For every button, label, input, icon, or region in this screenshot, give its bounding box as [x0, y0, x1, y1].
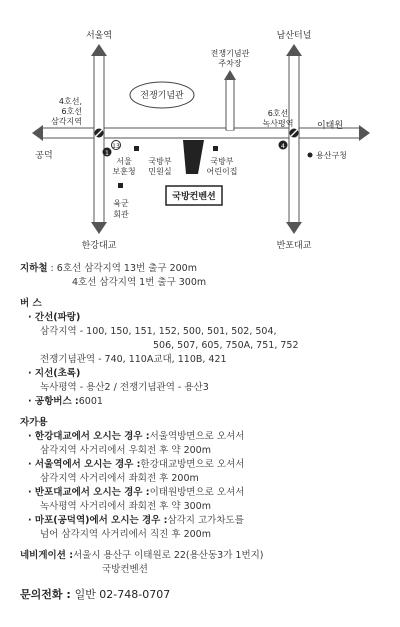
bus-heading: 버 스 [20, 298, 42, 309]
svg-text:국방부: 국방부 [148, 157, 172, 166]
car-route-4-b: 넘어 삼각지역 사거리에서 직진 후 200m [40, 529, 211, 540]
trunk-bus-heading: · 간선(파랑) [28, 312, 81, 323]
arrow-left-icon [32, 125, 43, 141]
trunk-bus-line-1: 삼각지역 - 100, 150, 151, 152, 500, 501, 502, 504, [40, 326, 277, 337]
navigation-address: 서울시 용산구 이태원로 22(용산동3가 1번지) [73, 550, 264, 561]
car-route-2-b: 삼각지역 사거리에서 좌회전 후 200m [40, 473, 199, 484]
label-mnd-civil [148, 156, 171, 176]
car-route-3-b: 녹사평역 사거리에서 좌회전 후 약 300m [40, 501, 211, 512]
mnd-daycare-marker [213, 146, 218, 151]
label-samgakji [51, 96, 82, 126]
arrow-up-left-icon [91, 44, 107, 56]
svg-text:전쟁기념관: 전쟁기념관 [210, 49, 250, 58]
phone-label: 문의전화 : [20, 588, 75, 601]
convention-label: 국방컨벤션 [172, 192, 216, 202]
yongsan-office-marker [308, 153, 313, 158]
label-banpo-bridge: 반포대교 [276, 241, 312, 250]
label-itaewon: 이태원 [316, 121, 344, 131]
car-route-4-a: 삼각지 고가차도를 [167, 515, 244, 526]
svg-text:6호선: 6호선 [267, 109, 289, 118]
arrow-up-right-icon [286, 44, 302, 56]
svg-text:어린이집: 어린이집 [206, 167, 238, 176]
contact-phone [20, 588, 390, 602]
arrow-right-icon [359, 125, 370, 141]
label-namsan-tunnel: 남산터널 [276, 31, 312, 41]
svg-text:보훈청: 보훈청 [112, 167, 136, 176]
mnd-civil-marker [134, 146, 139, 151]
car-route-1-a: 서울역방면으로 오셔서 [149, 431, 245, 442]
branch-bus-line-1: 녹사평역 - 용산2 / 전쟁기념관역 - 용산3 [40, 382, 209, 393]
svg-text:녹사평역: 녹사평역 [262, 119, 294, 128]
car-route-1-b: 삼각지역 사거리에서 우회전 후 약 200m [40, 445, 211, 456]
location-map [0, 0, 400, 250]
car-heading: 자가용 [20, 417, 48, 428]
arrow-down-left-icon [91, 222, 107, 234]
subway-line-2: 4호선 삼각지역 1번 출구 300m [72, 277, 207, 288]
exit-13-label: 13 [112, 143, 120, 150]
svg-text:회관: 회관 [113, 210, 129, 219]
convention-building-icon [183, 140, 204, 174]
label-seoul-station: 서울역 [85, 31, 113, 41]
road-memorial [226, 78, 234, 130]
road-horizontal [42, 128, 360, 138]
subway-heading: 지하철 [20, 263, 48, 274]
svg-text:주차장: 주차장 [218, 59, 242, 68]
car-route-2-head: · 서울역에서 오시는 경우 : [28, 459, 141, 470]
navigation-heading: 네비게이션 : [20, 550, 73, 561]
arrow-memorial-up-icon [224, 70, 236, 80]
svg-text:서울: 서울 [116, 157, 132, 166]
svg-text:6호선: 6호선 [61, 107, 82, 116]
label-seoul-botrain [112, 156, 135, 176]
car-route-3-a: 이태원방면으로 오셔서 [149, 487, 245, 498]
car-route-1-head: · 한강대교에서 오시는 경우 : [28, 431, 150, 442]
subway-line-1: 6호선 삼각지역 13번 출구 200m [56, 263, 197, 274]
trunk-bus-line-2: 506, 507, 605, 750A, 751, 752 [153, 340, 299, 351]
label-mnd-daycare [207, 156, 238, 176]
directions-info: 지하철 : 6호선 삼각지역 13번 출구 200m 4호선 삼각지역 1번 출구 300m 버 스 · 간선(파랑) 삼각지역 - 100, 150, 151, 152, 500, 501, 502, 504, 506, 507, 605, 750A, 751, 752 전쟁기념관역 - 740, 110A교대, 110B, 421 · 지선(초록) 녹사평역 - 용산2 / 전쟁기념관역 - 용산3 · 공항버스 : 6001 자가용 · 한강대교에서 오시는 경우 : 서울역방면으로 오셔서 삼각지역 사거리에서 우회전 후 약 200m · 서울역에서 오시는 경우 : 한강대교방면으로 오셔서 삼각지역 사거리에서 좌회전 후 200m · 반포대교에서 오시는 경우 : 이태원방면으로 오셔서 녹사평역 사거리에서 좌회전 후 약 300m · 마포(공덕역)에서 오시는 경우 : 삼각지 고가차도를 넘어 삼각지역 사거리에서 직진 후 200m 네비게이션 : 서울시 용산구 이태원로 22(용산동3가 1번지) 국방컨벤션 문의전화 : 일반 02-748-0707 [20, 262, 390, 602]
airport-bus-heading: · 공항버스 : [28, 396, 79, 407]
label-gongdeok: 공덕 [35, 151, 53, 161]
label-hangang-bridge: 한강대교 [81, 241, 117, 250]
svg-text:민원실: 민원실 [148, 167, 172, 176]
svg-text:육군: 육군 [113, 199, 129, 208]
svg-text:4호선,: 4호선, [58, 97, 82, 106]
branch-bus-heading: · 지선(초록) [28, 368, 81, 379]
trunk-bus-line-3: 전쟁기념관역 - 740, 110A교대, 110B, 421 [40, 354, 227, 365]
navigation-place: 국방컨벤션 [102, 564, 148, 575]
exit-4-label: 4 [280, 142, 286, 150]
army-hall-marker [118, 183, 123, 188]
memorial-hall-label: 전쟁기념관 [140, 91, 184, 101]
label-army-hall [113, 199, 129, 219]
label-memorial-parking [211, 48, 250, 68]
label-yongsan-office: 용산구청 [316, 151, 347, 160]
road-vertical-right [289, 55, 299, 223]
exit-1-label: 1 [104, 149, 110, 157]
car-route-2-a: 한강대교방면으로 오셔서 [140, 459, 245, 470]
arrow-down-right-icon [286, 222, 302, 234]
road-vertical-left [94, 55, 104, 223]
car-route-3-head: · 반포대교에서 오시는 경우 : [28, 487, 150, 498]
phone-value: 일반 02-748-0707 [74, 588, 171, 601]
svg-text:삼각지역: 삼각지역 [51, 117, 82, 126]
svg-text:국방부: 국방부 [210, 157, 234, 166]
car-route-4-head: · 마포(공덕역)에서 오시는 경우 : [28, 515, 168, 526]
airport-bus-value: 6001 [78, 396, 103, 407]
